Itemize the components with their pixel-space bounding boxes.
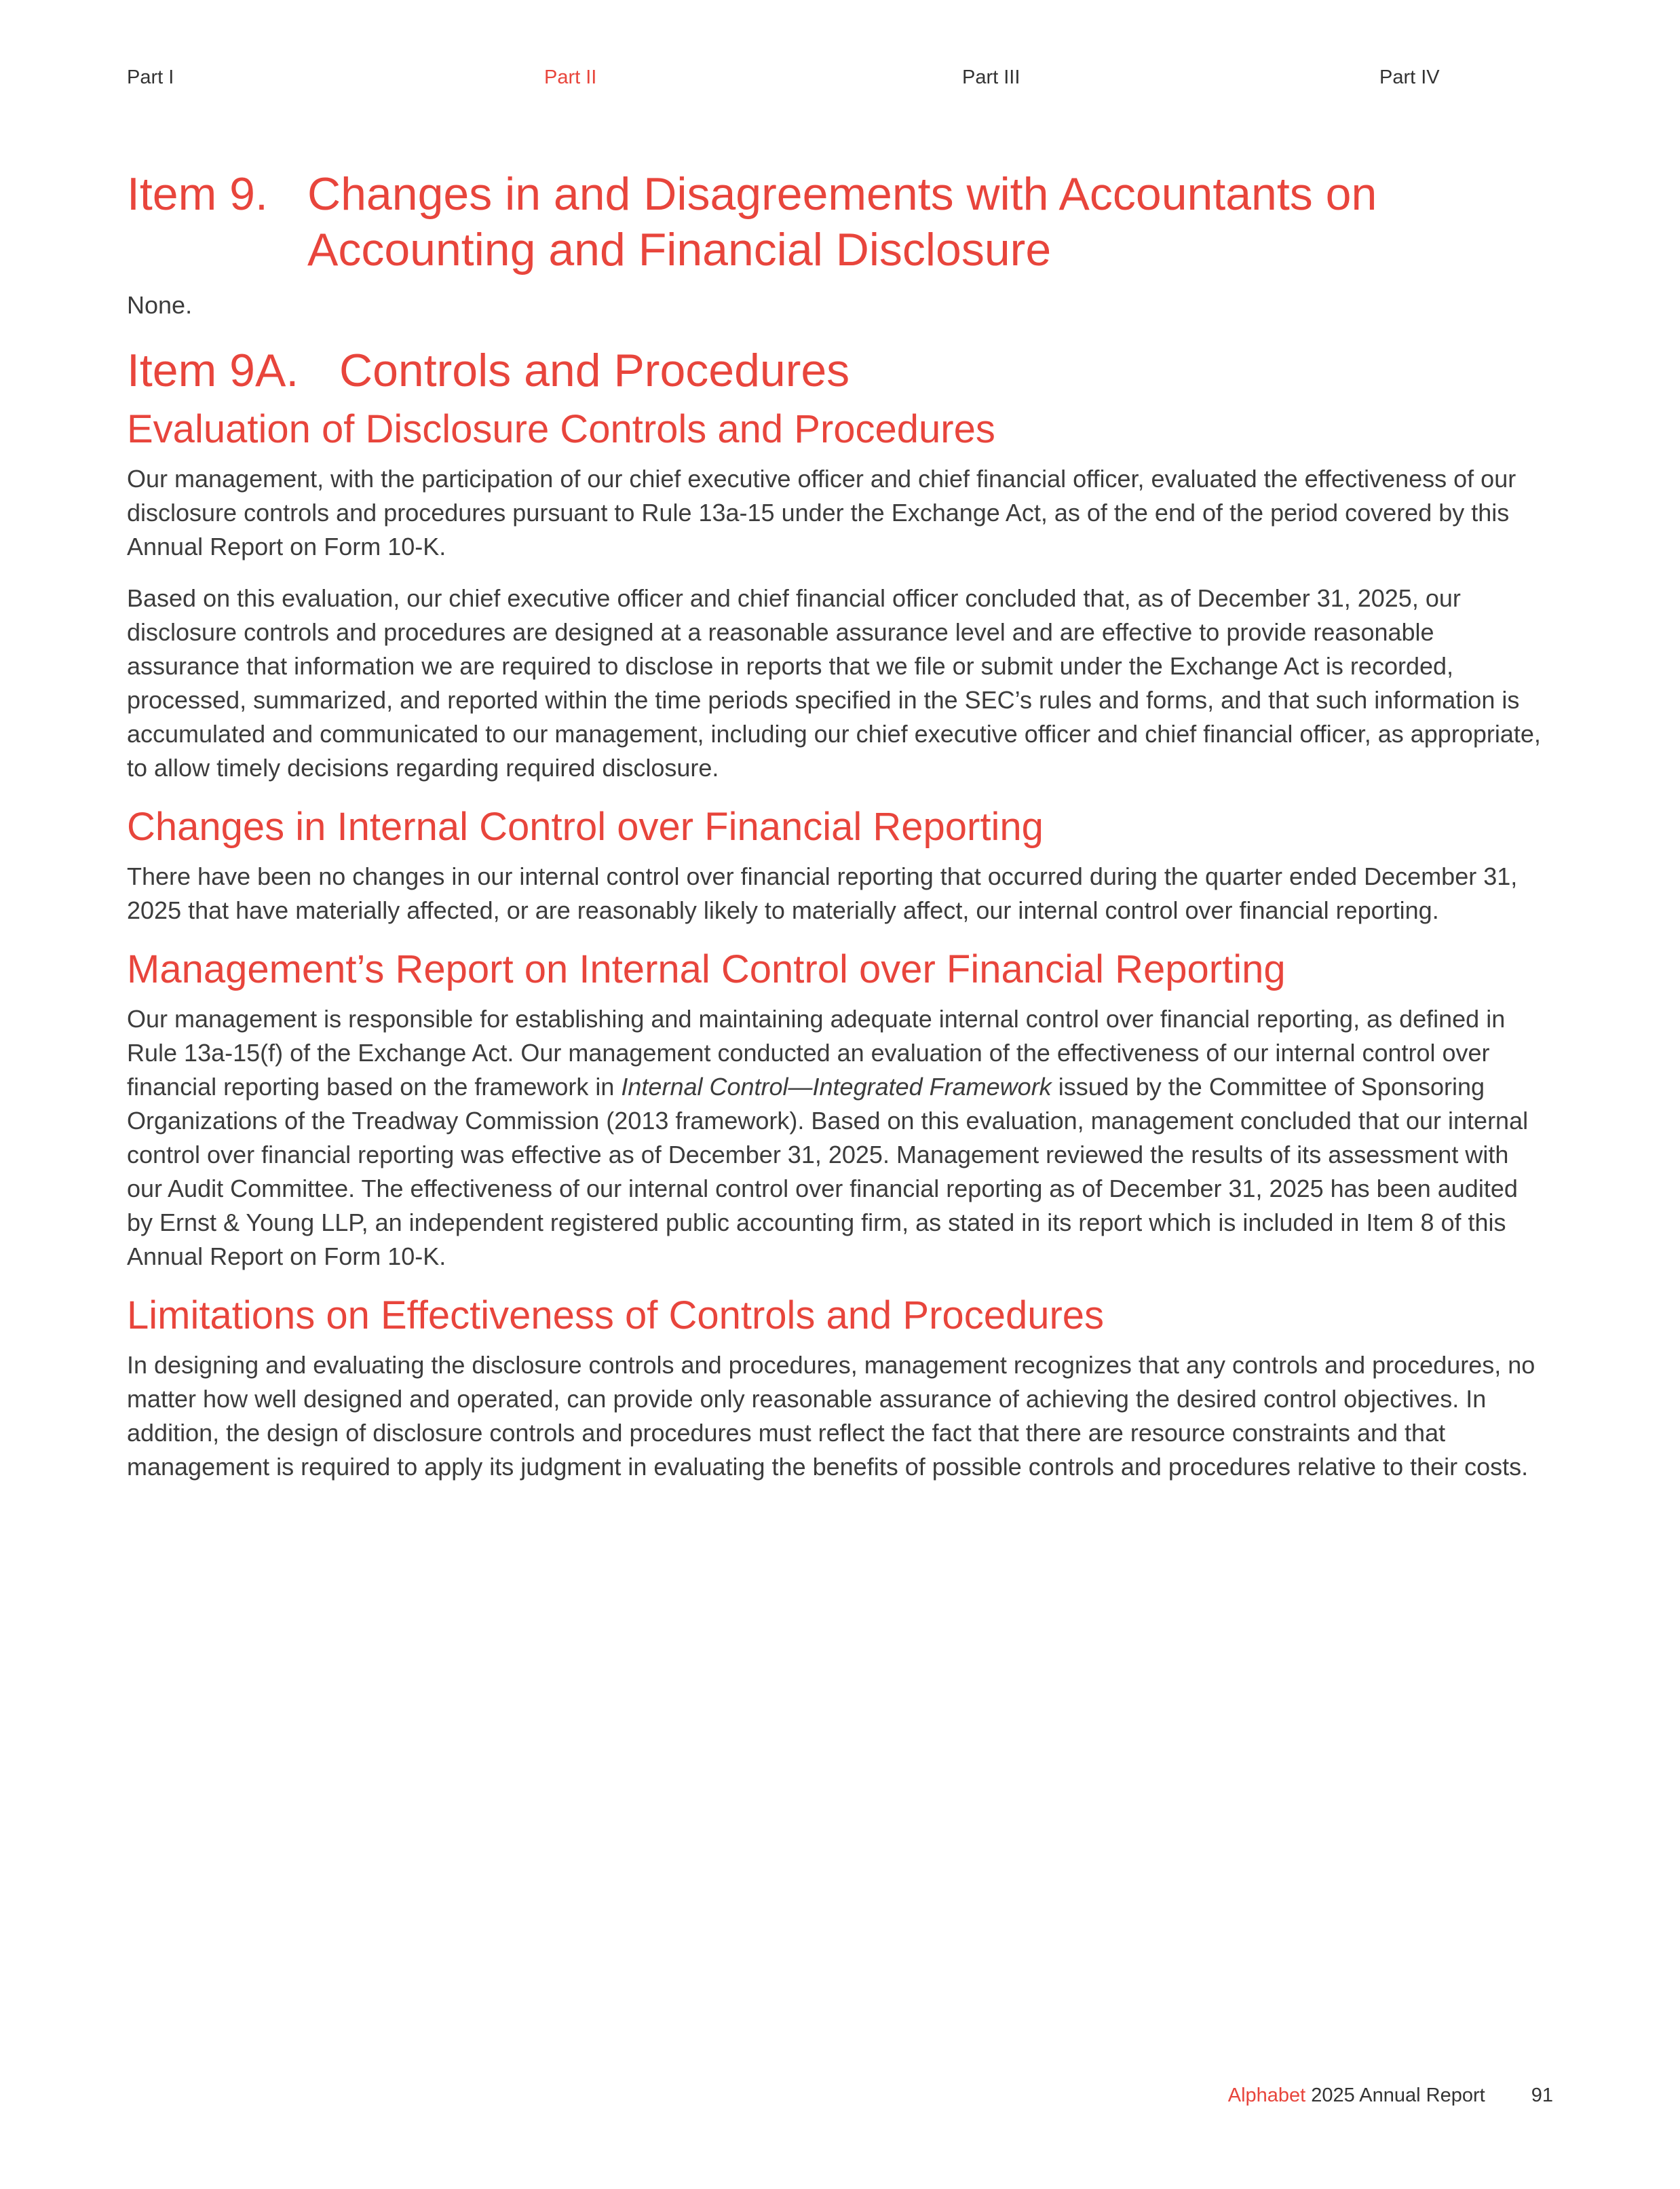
management-report-paragraph — [127, 1002, 1548, 1274]
item-9a-heading — [127, 343, 1552, 398]
changes-heading: Changes in Internal Control over Financial Reporting — [127, 805, 1044, 849]
page-content — [127, 166, 1552, 1502]
framework-title: Internal Control—Integrated Framework — [621, 1073, 1052, 1101]
evaluation-heading: Evaluation of Disclosure Controls and Procedures — [127, 407, 995, 451]
management-text-start: Our management is responsible for establishing and maintaining adequate internal control over financial reporting, as defined in Rule 13a-15(f) of the Exchange Act. Our management conducted an evaluation of the effectiveness of our internal control over financial reporting based on the framework in — [127, 1005, 1506, 1101]
page-footer — [1228, 2083, 1553, 2108]
management-text-end: issued by the Committee of Sponsoring Organizations of the Treadway Commission (2013 framework). Based on this evaluation, management concluded that our internal control over financial reporting was effective as of December 31, 2025. Management reviewed the results of its assessment with our Audit Committee. The effectiveness of our internal control over financial reporting as of December 31, 2025 has been audited by Ernst & Young LLP, an independent registered public accounting firm, as stated in its report which is included in Item 8 of this Annual Report on Form 10-K. — [127, 1073, 1529, 1270]
limitations-paragraph: In designing and evaluating the disclosure controls and procedures, management recognizes that any controls and procedures, no matter how well designed and operated, can provide only reasonable assurance of achieving the desired control objectives. In addition, the design of disclosure controls and procedures must reflect the fact that there are resource constraints and that management is required to apply its judgment in evaluating the benefits of possible controls and procedures relative to their costs. — [127, 1351, 1535, 1481]
nav-part-i[interactable]: Part I — [127, 66, 174, 88]
item-9-number: Item 9. — [127, 168, 268, 220]
nav-part-iii[interactable]: Part III — [962, 66, 1020, 88]
changes-paragraph: There have been no changes in our internal control over financial reporting that occurred during the quarter ended December 31, 2025 that have materially affected, or are reasonably likely to materially affect, our internal control over financial reporting. — [127, 862, 1518, 924]
item-9-title: Changes in and Disagreements with Accountants on Accounting and Financial Disclosure — [307, 168, 1377, 275]
item-9a-number: Item 9A. — [127, 345, 299, 396]
item-9-body: None. — [127, 291, 193, 319]
page-number: 91 — [1531, 2085, 1553, 2106]
item-9-heading — [127, 166, 1484, 278]
evaluation-paragraph-2: Based on this evaluation, our chief executive officer and chief financial officer concluded that, as of December 31, 2025, our disclosure controls and procedures are designed at a reasonable assurance level and are effective to provide reasonable assurance that information we are required to disclose in reports that we file or submit under the Exchange Act is recorded, processed, summarized, and reported within the time periods specified in the SEC’s rules and forms, and that such information is accumulated and communicated to our management, including our chief executive officer and chief financial officer, as appropriate, to allow timely decisions regarding required disclosure. — [127, 584, 1541, 782]
nav-part-ii[interactable]: Part II — [544, 66, 597, 88]
management-report-heading: Management’s Report on Internal Control over Financial Reporting — [127, 947, 1286, 991]
footer-brand: Alphabet — [1227, 2085, 1306, 2106]
nav-part-iv[interactable]: Part IV — [1379, 66, 1440, 88]
evaluation-paragraph-1: Our management, with the participation of our chief executive officer and chief financial officer, evaluated the effectiveness of our disclosure controls and procedures pursuant to Rule 13a-15 under the Exchange Act, as of the end of the period covered by this Annual Report on Form 10-K. — [127, 465, 1516, 560]
limitations-heading: Limitations on Effectiveness of Controls and Procedures — [127, 1293, 1105, 1337]
footer-report-title: 2025 Annual Report — [1311, 2085, 1485, 2106]
item-9a-title: Controls and Procedures — [339, 345, 850, 396]
